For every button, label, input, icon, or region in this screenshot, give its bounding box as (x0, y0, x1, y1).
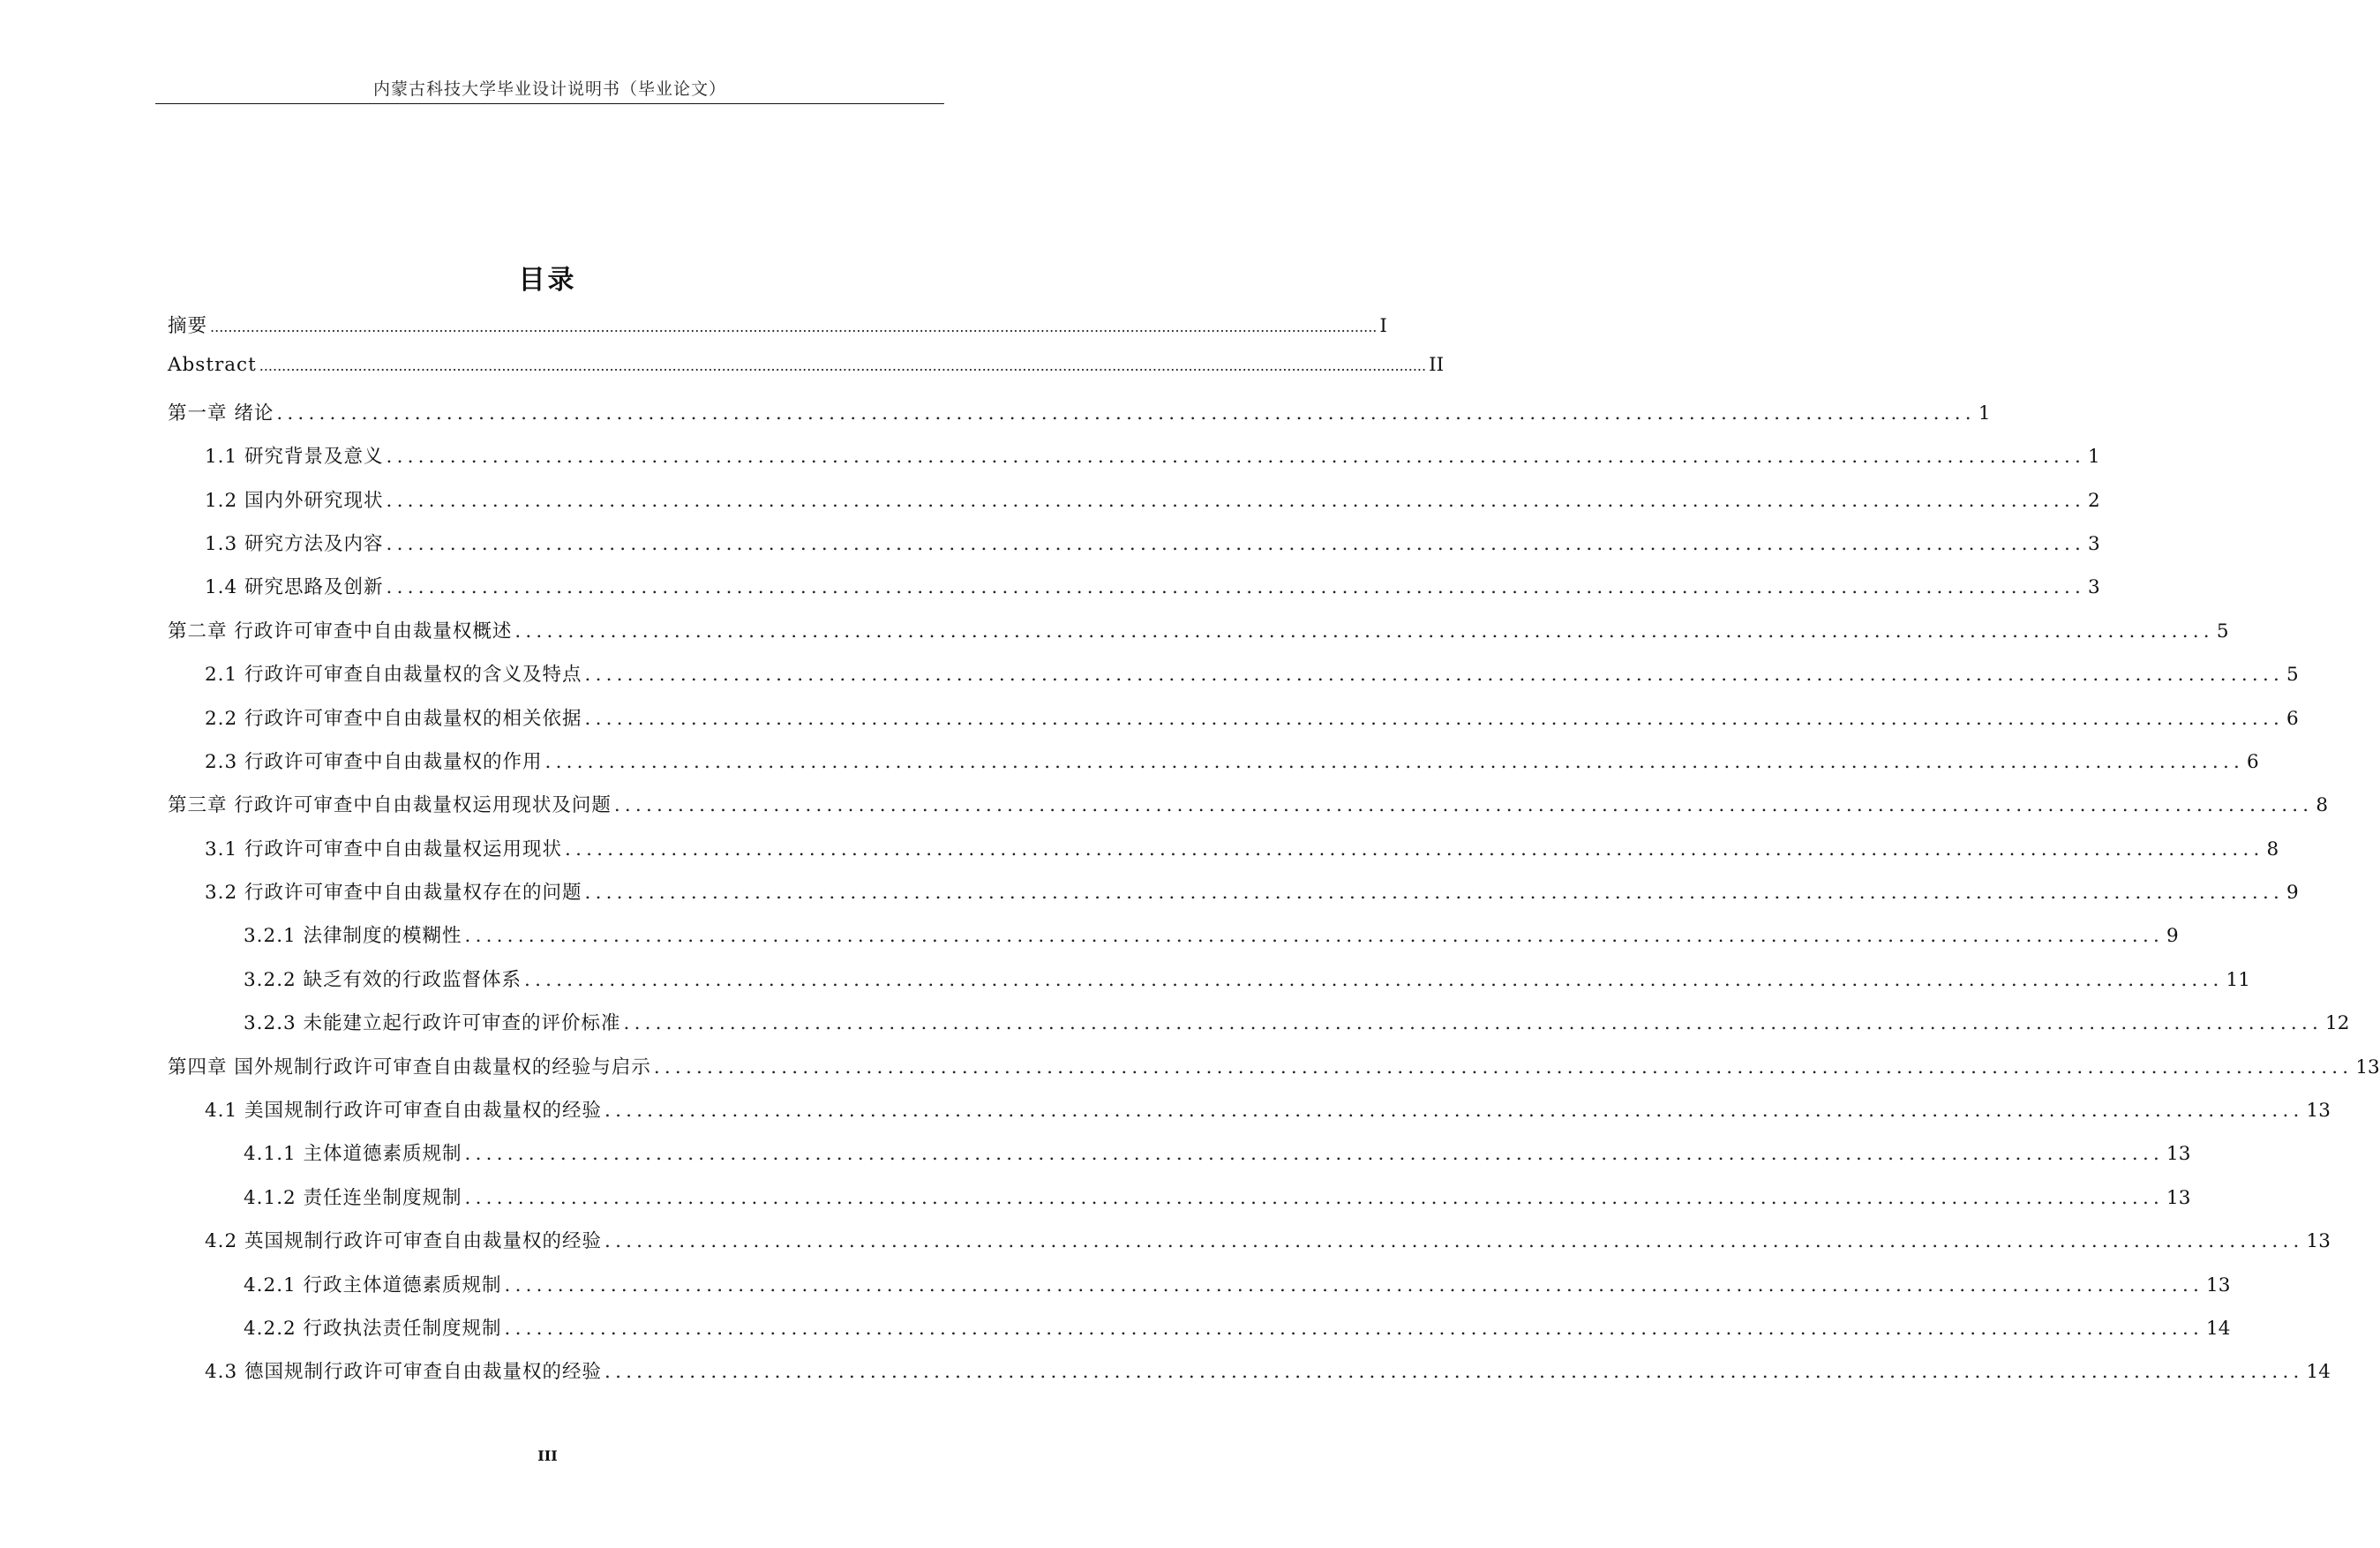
toc-entry-label: Abstract (168, 354, 257, 377)
toc-entry-page: 13 (2306, 1230, 2331, 1253)
dot-leader: ................................................................................................................................................................ (604, 1100, 2304, 1123)
toc-entry[interactable] (168, 1226, 2331, 1269)
toc-entry-page: 1 (2088, 446, 2100, 469)
toc-entry-label: 4.2.2 行政执法责任制度规制 (244, 1317, 502, 1340)
toc-entry-label: 第四章 国外规制行政许可审查自由裁量权的经验与启示 (168, 1056, 651, 1078)
dot-leader: ................................................................................................................................................................ (584, 707, 2285, 730)
toc-entry[interactable] (168, 1008, 2350, 1051)
toc-entry[interactable] (168, 616, 2229, 659)
running-header: 内蒙古科技大学毕业设计说明书（毕业论文） (372, 79, 726, 99)
toc-entry-label: 第三章 行政许可审查中自由裁量权运用现状及问题 (168, 794, 612, 817)
toc-entry[interactable] (168, 1183, 2191, 1226)
dot-leader: ................................................................................................................................................................ (504, 1317, 2204, 1340)
toc-entry-label: 3.2 行政许可审查中自由裁量权存在的问题 (205, 882, 582, 905)
toc-entry[interactable] (168, 703, 2299, 747)
toc-entry-page: 13 (2355, 1056, 2380, 1078)
toc-title: 目录 (518, 265, 577, 296)
toc-entry-page: 13 (2206, 1274, 2231, 1296)
toc-entry-label: 3.2.3 未能建立起行政许可审查的评价标准 (244, 1012, 621, 1035)
toc-entry[interactable] (168, 1052, 2380, 1095)
toc-entry-page: 11 (2226, 968, 2250, 991)
dot-leader: ................................................................................................................................................................ (386, 446, 2086, 469)
toc-entry[interactable] (168, 877, 2299, 921)
toc-entry-page: II (1429, 354, 1445, 377)
toc-entry-page: 6 (2286, 707, 2299, 730)
page-number: III (537, 1447, 558, 1464)
toc-entry[interactable] (168, 659, 2299, 703)
toc-entry[interactable] (168, 1270, 2231, 1313)
dot-leader: ................................................................................................................................................................ (584, 664, 2285, 687)
toc-entry-label: 3.1 行政许可审查中自由裁量权运用现状 (205, 838, 563, 860)
dot-leader: ................................................................................................................................................................ (604, 1361, 2304, 1384)
header-rule (155, 103, 944, 104)
toc-entry-page: 8 (2316, 794, 2329, 817)
toc-entry-page: 14 (2306, 1361, 2331, 1384)
toc-entry[interactable] (168, 790, 2329, 833)
toc-entry-page: 9 (2166, 925, 2179, 948)
dot-leader: ................................................................................................................................................................ (604, 1230, 2304, 1253)
toc-entry-label: 1.3 研究方法及内容 (205, 532, 384, 555)
dot-leader: ................................................................................................................................................................ (386, 489, 2086, 512)
toc-entry-label: 4.2.1 行政主体道德素质规制 (244, 1274, 502, 1296)
toc-entry-label: 第一章 绪论 (168, 402, 274, 425)
toc-entry[interactable] (168, 441, 2100, 485)
toc-entry-label: 4.1 美国规制行政许可审查自由裁量权的经验 (205, 1100, 603, 1123)
toc-entry[interactable] (168, 1095, 2331, 1138)
toc-entry-label: 1.4 研究思路及创新 (205, 576, 384, 599)
toc-entry-label: 2.2 行政许可审查中自由裁量权的相关依据 (205, 707, 582, 730)
toc-entry[interactable] (168, 834, 2279, 877)
table-of-contents (168, 311, 2380, 1401)
toc-entry[interactable] (168, 485, 2100, 529)
toc-entry[interactable] (168, 354, 1445, 397)
dot-leader: .................................................................................................................................................................................................................................................................... (259, 357, 1427, 375)
toc-entry-page: 5 (2216, 620, 2229, 642)
toc-entry-page: 12 (2325, 1012, 2350, 1035)
toc-entry[interactable] (168, 529, 2100, 572)
toc-entry[interactable] (168, 965, 2250, 1008)
toc-entry-page: 5 (2286, 664, 2299, 687)
toc-entry-page: I (1379, 315, 1387, 337)
toc-entry-page: 6 (2247, 750, 2259, 773)
dot-leader: ................................................................................................................................................................ (653, 1056, 2354, 1078)
dot-leader: ................................................................................................................................................................ (386, 532, 2086, 555)
toc-entry-label: 4.1.1 主体道德素质规制 (244, 1143, 462, 1166)
toc-entry-page: 1 (1978, 402, 1991, 425)
toc-entry-page: 3 (2088, 532, 2100, 555)
toc-entry-page: 13 (2306, 1100, 2331, 1123)
dot-leader: ................................................................................................................................................................ (276, 402, 1976, 425)
toc-entry[interactable] (168, 311, 1387, 354)
dot-leader: ................................................................................................................................................................ (584, 882, 2285, 905)
toc-entry-page: 2 (2088, 489, 2100, 512)
toc-entry-page: 9 (2286, 882, 2299, 905)
toc-entry[interactable] (168, 747, 2259, 790)
toc-entry[interactable] (168, 921, 2179, 964)
toc-entry-label: 2.3 行政许可审查中自由裁量权的作用 (205, 750, 543, 773)
toc-entry-page: 8 (2266, 838, 2279, 860)
dot-leader: ................................................................................................................................................................ (464, 1186, 2165, 1209)
toc-entry-label: 3.2.2 缺乏有效的行政监督体系 (244, 968, 522, 991)
dot-leader: ................................................................................................................................................................ (623, 1012, 2324, 1035)
toc-entry-page: 13 (2166, 1186, 2191, 1209)
toc-entry[interactable] (168, 1356, 2331, 1400)
dot-leader: ................................................................................................................................................................ (504, 1274, 2204, 1296)
toc-entry-label: 1.2 国内外研究现状 (205, 489, 384, 512)
toc-entry-label: 第二章 行政许可审查中自由裁量权概述 (168, 620, 513, 642)
toc-entry-label: 摘要 (168, 315, 208, 337)
toc-entry[interactable] (168, 398, 1991, 441)
dot-leader: .................................................................................................................................................................................................................................................................... (210, 319, 1378, 335)
toc-entry-page: 3 (2088, 576, 2100, 599)
toc-entry[interactable] (168, 1313, 2231, 1356)
dot-leader: ................................................................................................................................................................ (464, 925, 2165, 948)
toc-entry-label: 4.3 德国规制行政许可审查自由裁量权的经验 (205, 1361, 603, 1384)
toc-entry[interactable] (168, 1138, 2191, 1182)
dot-leader: ................................................................................................................................................................ (544, 750, 2245, 773)
dot-leader: ................................................................................................................................................................ (386, 576, 2086, 599)
toc-entry-label: 4.1.2 责任连坐制度规制 (244, 1186, 462, 1209)
toc-entry-label: 1.1 研究背景及意义 (205, 446, 384, 469)
toc-entry-label: 3.2.1 法律制度的模糊性 (244, 925, 462, 948)
dot-leader: ................................................................................................................................................................ (464, 1143, 2165, 1166)
dot-leader: ................................................................................................................................................................ (524, 968, 2224, 991)
toc-entry-page: 13 (2166, 1143, 2191, 1166)
dot-leader: ................................................................................................................................................................ (565, 838, 2264, 860)
dot-leader: ................................................................................................................................................................ (514, 620, 2214, 642)
toc-entry-page: 14 (2206, 1317, 2231, 1340)
dot-leader: ................................................................................................................................................................ (613, 794, 2314, 817)
toc-entry[interactable] (168, 572, 2100, 615)
toc-entry-label: 4.2 英国规制行政许可审查自由裁量权的经验 (205, 1230, 603, 1253)
toc-entry-label: 2.1 行政许可审查自由裁量权的含义及特点 (205, 664, 582, 687)
